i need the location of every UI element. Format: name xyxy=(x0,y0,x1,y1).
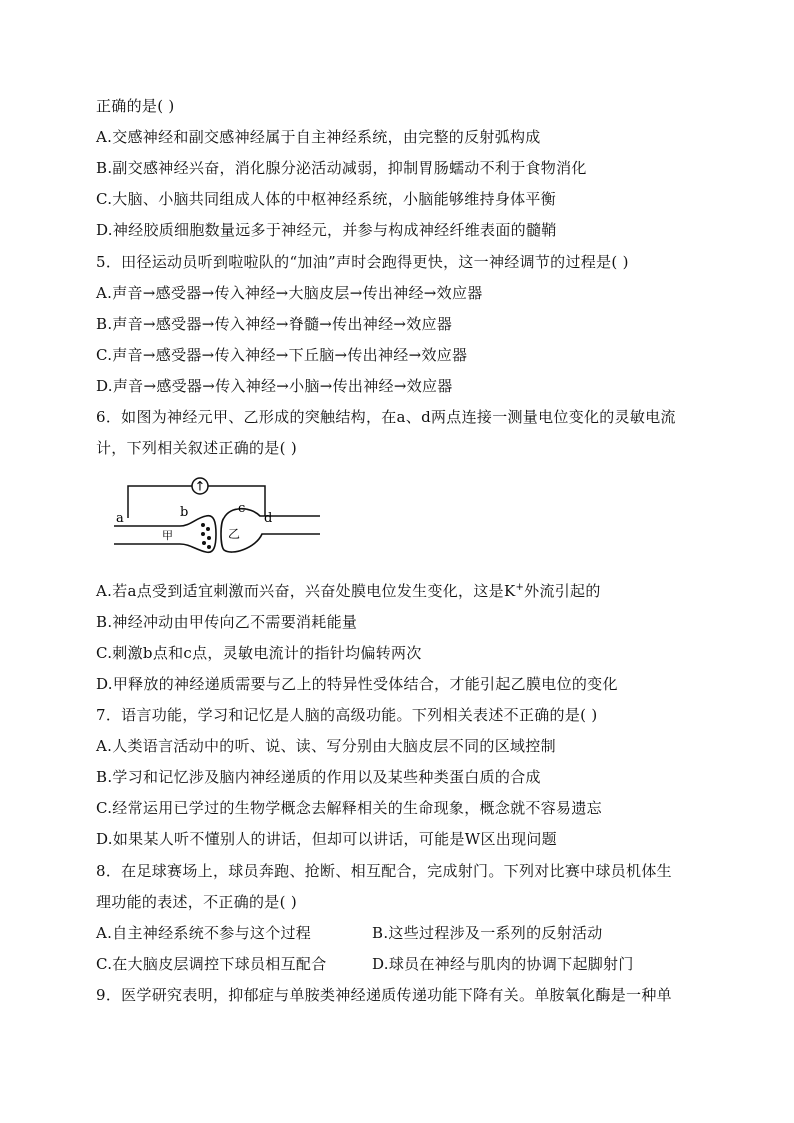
vesicle xyxy=(207,536,211,540)
q6-stem-line2: 计，下列相关叙述正确的是( ) xyxy=(96,439,297,457)
q4-option-b: B.副交感神经兴奋，消化腺分泌活动减弱，抑制胃肠蠕动不利于食物消化 xyxy=(96,159,587,177)
q7-option-c: C.经常运用已学过的生物学概念去解释相关的生命现象，概念就不容易遗忘 xyxy=(96,799,602,817)
q7-option-a: A.人类语言活动中的听、说、读、写分别由大脑皮层不同的区域控制 xyxy=(96,737,556,755)
q8-option-c: C.在大脑皮层调控下球员相互配合 xyxy=(96,955,327,973)
q8-stem-line2: 理功能的表述，不正确的是( ) xyxy=(96,893,297,911)
vesicle xyxy=(201,523,205,527)
q5-option-a: A.声音→感受器→传入神经→大脑皮层→传出神经→效应器 xyxy=(96,284,483,302)
label-c: c xyxy=(238,501,246,516)
q6-option-a-text-end: 外流引起的 xyxy=(524,582,601,600)
q8-option-d: D.球员在神经与肌肉的协调下起脚射门 xyxy=(372,955,634,973)
vesicle xyxy=(206,527,210,531)
q7-option-d: D.如果某人听不懂别人的讲话，但却可以讲话，可能是W区出现问题 xyxy=(96,830,557,848)
q8-stem-line1: 8．在足球赛场上，球员奔跑、抢断、相互配合，完成射门。下列对比赛中球员机体生 xyxy=(96,862,672,880)
label-a: a xyxy=(116,511,124,526)
label-yi: 乙 xyxy=(228,527,241,541)
vesicle xyxy=(202,541,206,545)
q6-option-a-superscript: + xyxy=(515,582,525,593)
q4-option-d: D.神经胶质细胞数量远多于神经元，并参与构成神经纤维表面的髓鞘 xyxy=(96,221,557,239)
q9-stem: 9．医学研究表明，抑郁症与单胺类神经递质传递功能下降有关。单胺氧化酶是一种单 xyxy=(96,986,672,1004)
q4-option-c: C.大脑、小脑共同组成人体的中枢神经系统，小脑能够维持身体平衡 xyxy=(96,190,557,208)
q4-option-a: A.交感神经和副交感神经属于自主神经系统，由完整的反射弧构成 xyxy=(96,128,541,146)
q6-option-a xyxy=(96,581,601,601)
galvanometer-needle-icon: ↑ xyxy=(194,479,206,495)
label-b: b xyxy=(180,505,189,520)
vesicle xyxy=(201,532,205,536)
q7-option-b: B.学习和记忆涉及脑内神经递质的作用以及某些种类蛋白质的合成 xyxy=(96,768,541,786)
label-d: d xyxy=(264,511,273,526)
q5-stem: 5．田径运动员听到啦啦队的“加油”声时会跑得更快，这一神经调节的过程是( ) xyxy=(96,253,629,271)
q6-option-d: D.甲释放的神经递质需要与乙上的特异性受体结合，才能引起乙膜电位的变化 xyxy=(96,675,618,693)
q7-stem: 7．语言功能，学习和记忆是人脑的高级功能。下列相关表述不正确的是( ) xyxy=(96,706,598,724)
synapse-diagram xyxy=(110,476,322,568)
q5-option-c: C.声音→感受器→传入神经→下丘脑→传出神经→效应器 xyxy=(96,346,468,364)
q6-option-a-text: A.若a点受到适宜刺激而兴奋，兴奋处膜电位发生变化，这是K xyxy=(96,582,516,600)
q6-option-c: C.刺激b点和c点，灵敏电流计的指针均偏转两次 xyxy=(96,644,422,662)
q8-option-a: A.自主神经系统不参与这个过程 xyxy=(96,924,312,942)
label-jia: 甲 xyxy=(162,529,173,542)
q4-stem-continued: 正确的是( ) xyxy=(96,97,175,115)
q5-option-b: B.声音→感受器→传入神经→脊髓→传出神经→效应器 xyxy=(96,315,453,333)
q6-stem-line1: 6．如图为神经元甲、乙形成的突触结构，在a、d两点连接一测量电位变化的灵敏电流 xyxy=(96,408,676,426)
q5-option-d: D.声音→感受器→传入神经→小脑→传出神经→效应器 xyxy=(96,377,453,395)
q8-option-b: B.这些过程涉及一系列的反射活动 xyxy=(372,924,603,942)
q6-option-b: B.神经冲动由甲传向乙不需要消耗能量 xyxy=(96,613,358,631)
vesicle xyxy=(207,545,211,549)
